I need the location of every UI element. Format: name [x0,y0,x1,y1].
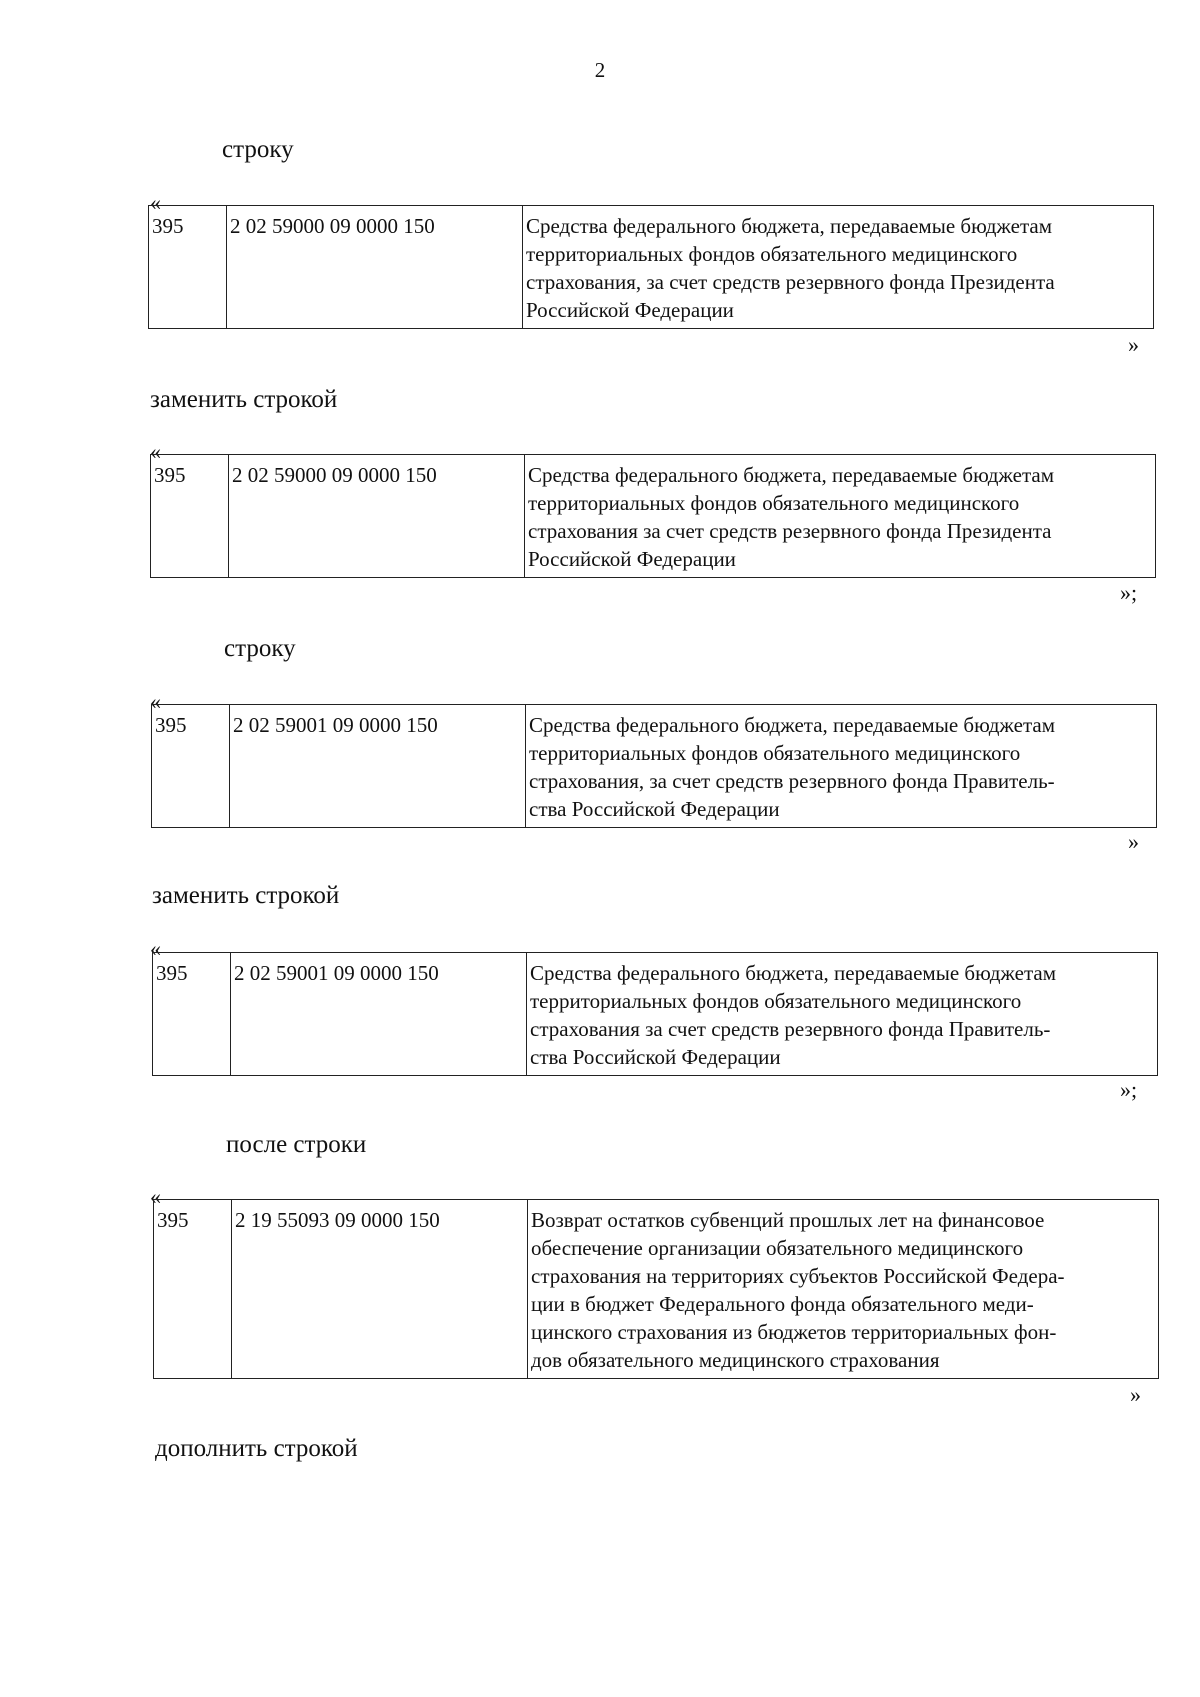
close-quote: » [1128,829,1139,854]
description-line: страхования, за счет средств резервного фонда Правитель- [529,769,1055,793]
description-line: Возврат остатков субвенций прошлых лет на финансовое [531,1208,1045,1232]
description-line: страхования, за счет средств резервного фонда Президента [526,270,1055,294]
description-cell [525,455,1156,578]
budget-row-table [152,952,1158,1076]
table-row [154,1200,1159,1379]
instruction-text: строку [222,136,294,163]
admin-code-cell: 395 [152,705,230,828]
description-line: территориальных фондов обязательного медицинского [530,989,1022,1013]
description-line: цинского страхования из бюджетов территориальных фон- [531,1320,1057,1344]
instruction-text: строку [224,635,296,662]
close-quote: » [1128,332,1139,357]
description-cell [526,705,1157,828]
admin-code-cell: 395 [151,455,229,578]
budget-row-table [153,1199,1159,1379]
budget-row-table [151,704,1157,828]
open-quote: « [150,439,161,464]
description-line: территориальных фондов обязательного медицинского [526,242,1018,266]
open-quote: « [150,689,161,714]
description-cell [523,206,1154,329]
kbk-code-cell: 2 19 55093 09 0000 150 [232,1200,528,1379]
close-quote: »; [1120,580,1138,605]
instruction-text: заменить строкой [152,882,340,909]
close-quote: » [1130,1382,1141,1407]
kbk-code-cell: 2 02 59001 09 0000 150 [230,705,526,828]
budget-row-table [150,454,1156,578]
open-quote: « [150,1184,161,1209]
table-row [152,705,1157,828]
description-line: страхования за счет средств резервного фонда Правитель- [530,1017,1051,1041]
description-line: ства Российской Федерации [529,797,780,821]
instruction-text: заменить строкой [150,386,338,413]
description-line: Средства федерального бюджета, передаваемые бюджетам [528,463,1054,487]
description-line: дов обязательного медицинского страхования [531,1348,940,1372]
table-row [151,455,1156,578]
table-row [153,953,1158,1076]
description-line: Средства федерального бюджета, передаваемые бюджетам [526,214,1052,238]
description-line: территориальных фондов обязательного медицинского [529,741,1021,765]
description-line: Российской Федерации [528,547,736,571]
description-line: Российской Федерации [526,298,734,322]
admin-code-cell: 395 [153,953,231,1076]
kbk-code-cell: 2 02 59001 09 0000 150 [231,953,527,1076]
close-quote: »; [1120,1077,1138,1102]
description-line: Средства федерального бюджета, передаваемые бюджетам [529,713,1055,737]
open-quote: « [150,936,161,961]
final-instruction-text: дополнить строкой [155,1435,358,1462]
page-number: 2 [594,58,606,82]
instruction-text: после строки [226,1131,367,1158]
description-cell [528,1200,1159,1379]
description-line: ства Российской Федерации [530,1045,781,1069]
admin-code-cell: 395 [154,1200,232,1379]
open-quote: « [150,190,161,215]
budget-row-table [148,205,1154,329]
description-line: территориальных фондов обязательного медицинского [528,491,1020,515]
description-line: ции в бюджет Федерального фонда обязательного меди- [531,1292,1034,1316]
kbk-code-cell: 2 02 59000 09 0000 150 [227,206,523,329]
kbk-code-cell: 2 02 59000 09 0000 150 [229,455,525,578]
description-cell [527,953,1158,1076]
description-line: страхования за счет средств резервного фонда Президента [528,519,1052,543]
admin-code-cell: 395 [149,206,227,329]
description-line: страхования на территориях субъектов Российской Федера- [531,1264,1065,1288]
table-row [149,206,1154,329]
description-line: обеспечение организации обязательного медицинского [531,1236,1024,1260]
description-line: Средства федерального бюджета, передаваемые бюджетам [530,961,1056,985]
